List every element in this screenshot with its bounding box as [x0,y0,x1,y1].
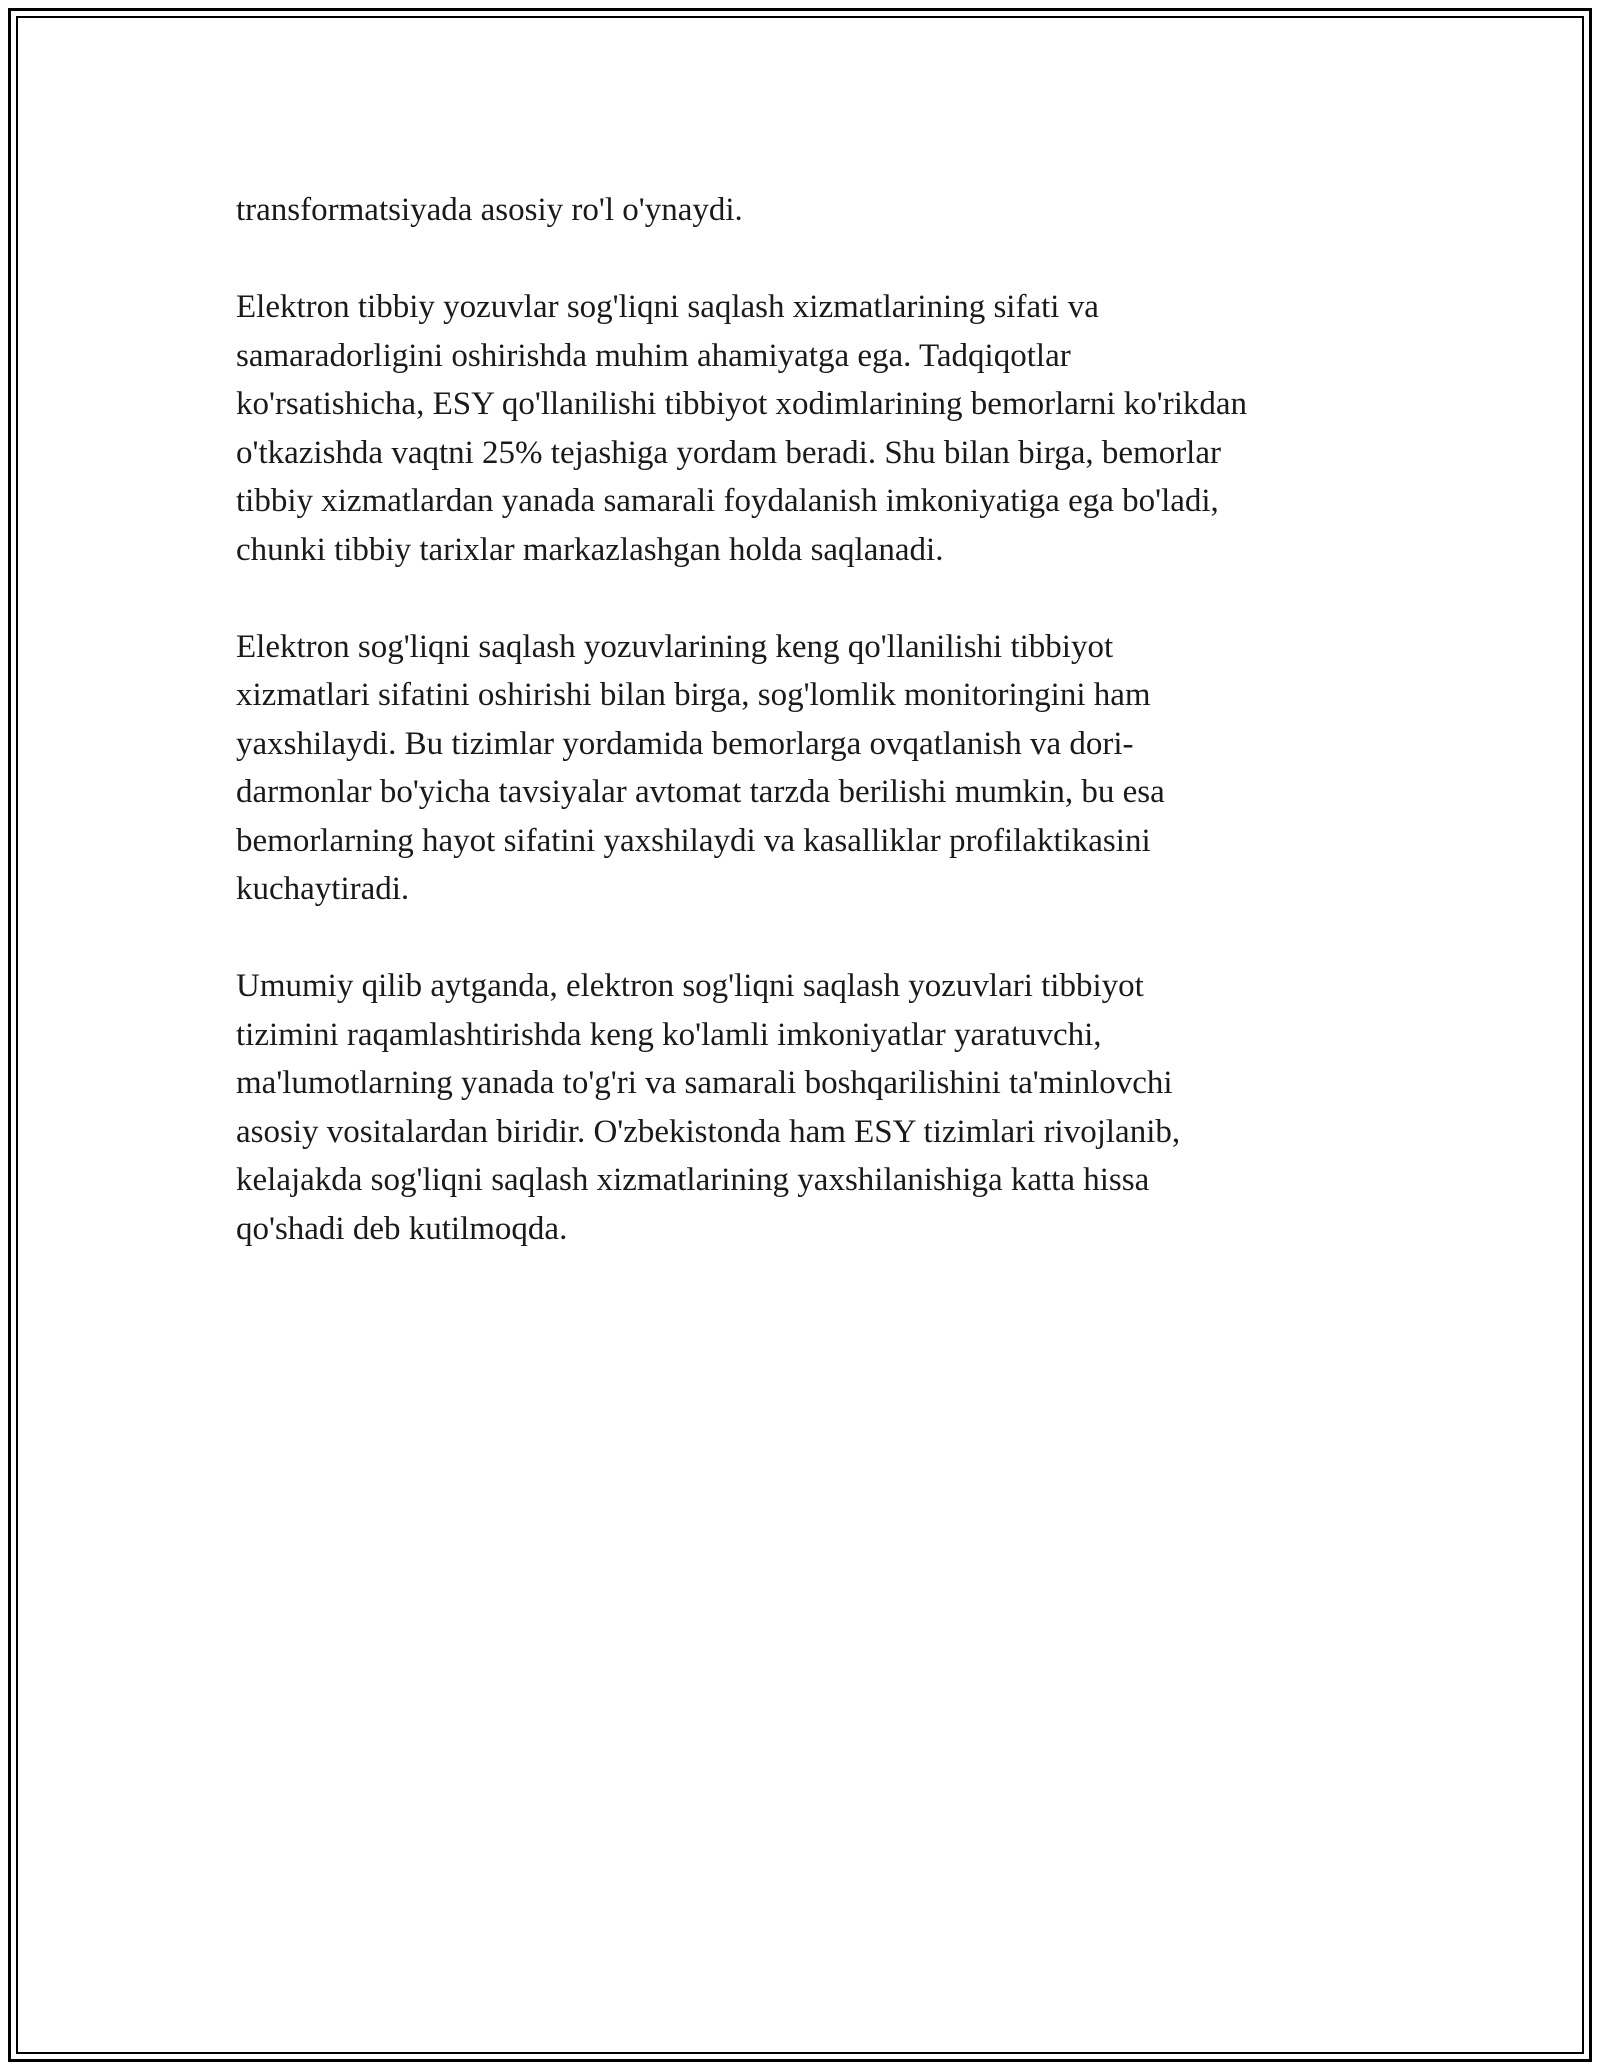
paragraph-4: Umumiy qilib aytganda, elektron sog'liqni saqlash yozuvlari tibbiyot tizimini raqamlashtirishda keng ko'lamli imkoniyatlar yaratuvchi, ma'lumotlarning yanada to'g'ri va samarali boshqarilishini ta'minlovchi asosiy vositalardan biridir. O'zbekistonda ham ESY tizimlari rivojlanib, kelajakda sog'liqni saqlash xizmatlarining yaxshilanishiga katta hissa qo'shadi deb kutilmoqda. [236,968,1181,1247]
paragraph-3: Elektron sog'liqni saqlash yozuvlarining keng qo'llanilishi tibbiyot xizmatlari sifatini oshirishi bilan birga, sog'lomlik monitoringini ham yaxshilaydi. Bu tizimlar yordamida bemorlarga ovqatlanish va dori- darmonlar bo'yicha tavsiyalar avtomat tarzda berilishi mumkin, bu esa bemorlarning hayot sifatini yaxshilaydi va kasalliklar profilaktikasini kuchaytiradi. [236,628,1165,907]
document-body [236,186,1386,1302]
paragraph-1: transformatsiyada asosiy ro'l o'ynaydi. [236,192,743,228]
paragraph-2: Elektron tibbiy yozuvlar sog'liqni saqlash xizmatlarining sifati va samaradorligini oshirishda muhim ahamiyatga ega. Tadqiqotlar ko'rsatishicha, ESY qo'llanilishi tibbiyot xodimlarining bemorlarni ko'rikdan o'tkazishda vaqtni 25% tejashiga yordam beradi. Shu bilan birga, bemorlar tibbiy xizmatlardan yanada samarali foydalanish imkoniyatiga ega bo'ladi, chunki tibbiy tarixlar markazlashgan holda saqlanadi. [236,289,1248,568]
